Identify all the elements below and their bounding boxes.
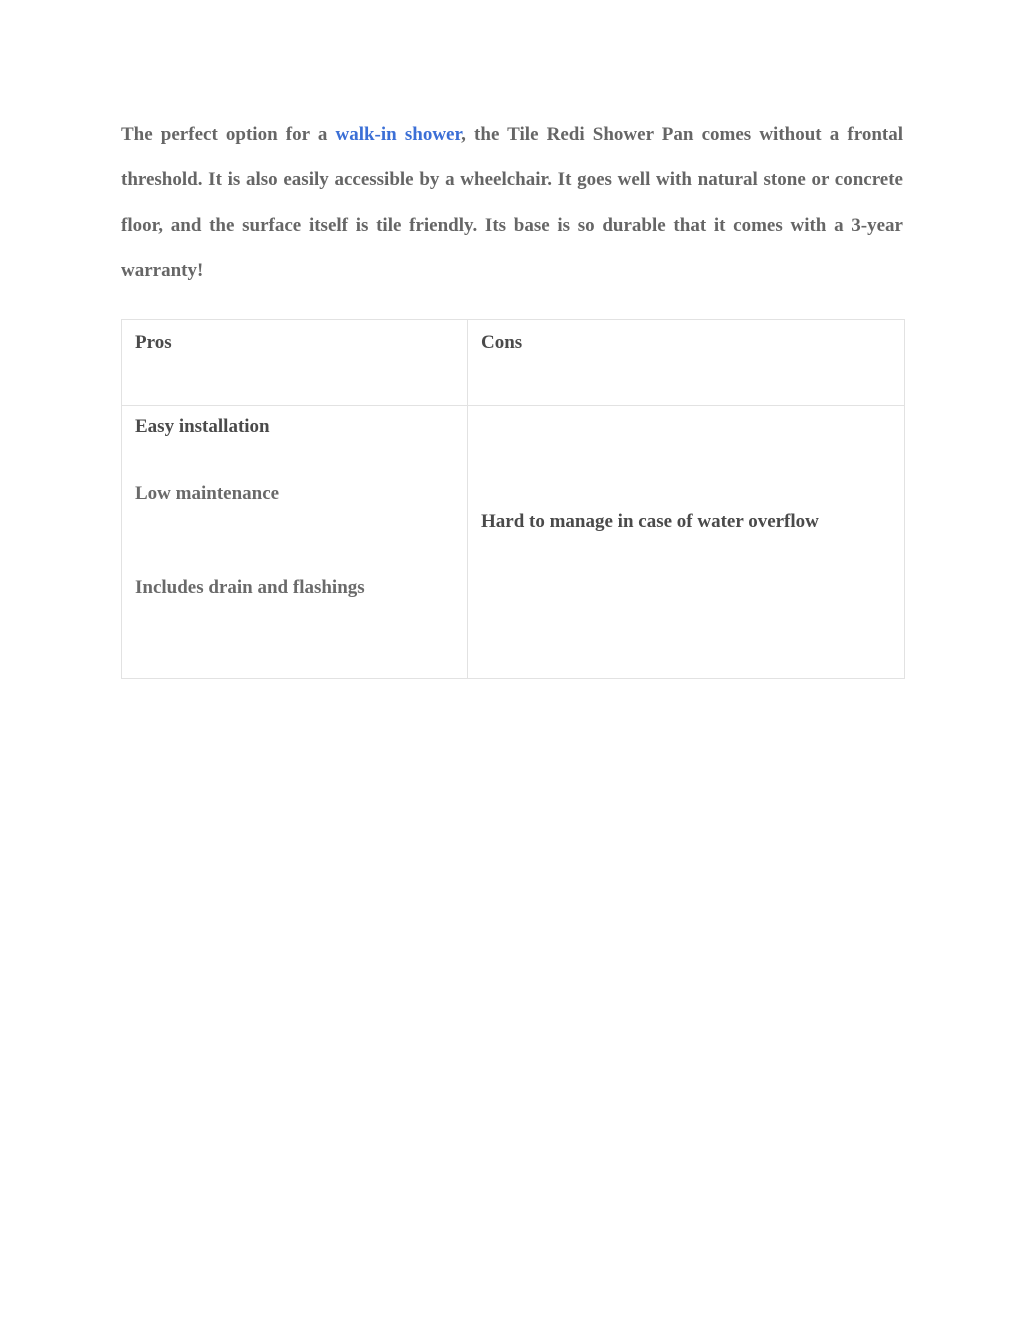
cons-cell [468,406,905,679]
con-item-water-overflow: Hard to manage in case of water overflow [481,511,819,532]
pros-cell [122,406,468,679]
pro-item-low-maintenance: Low maintenance [135,483,280,504]
pro-item-easy-installation: Easy installation [135,416,270,437]
pros-header: Pros [135,332,172,353]
walk-in-shower-link[interactable]: walk-in shower [335,124,462,145]
pros-header-cell [122,320,468,406]
table-header-row [122,320,905,406]
intro-text-end: , the Tile Redi Shower Pan comes without a frontal threshold. It is also easily accessible by a wheelchair. It goes well with natural stone or concrete floor, and the surface itself is tile friendly. Its base is so durable that it comes with a 3-year warranty! [121,124,903,281]
table-row [122,406,905,679]
cons-header-cell [468,320,905,406]
cons-header: Cons [481,332,523,353]
document-page [121,112,903,598]
pros-cons-table [121,319,905,679]
pro-item-drain-flashings: Includes drain and flashings [135,577,365,598]
intro-text-start: The perfect option for a [121,124,336,145]
intro-paragraph [121,112,903,293]
